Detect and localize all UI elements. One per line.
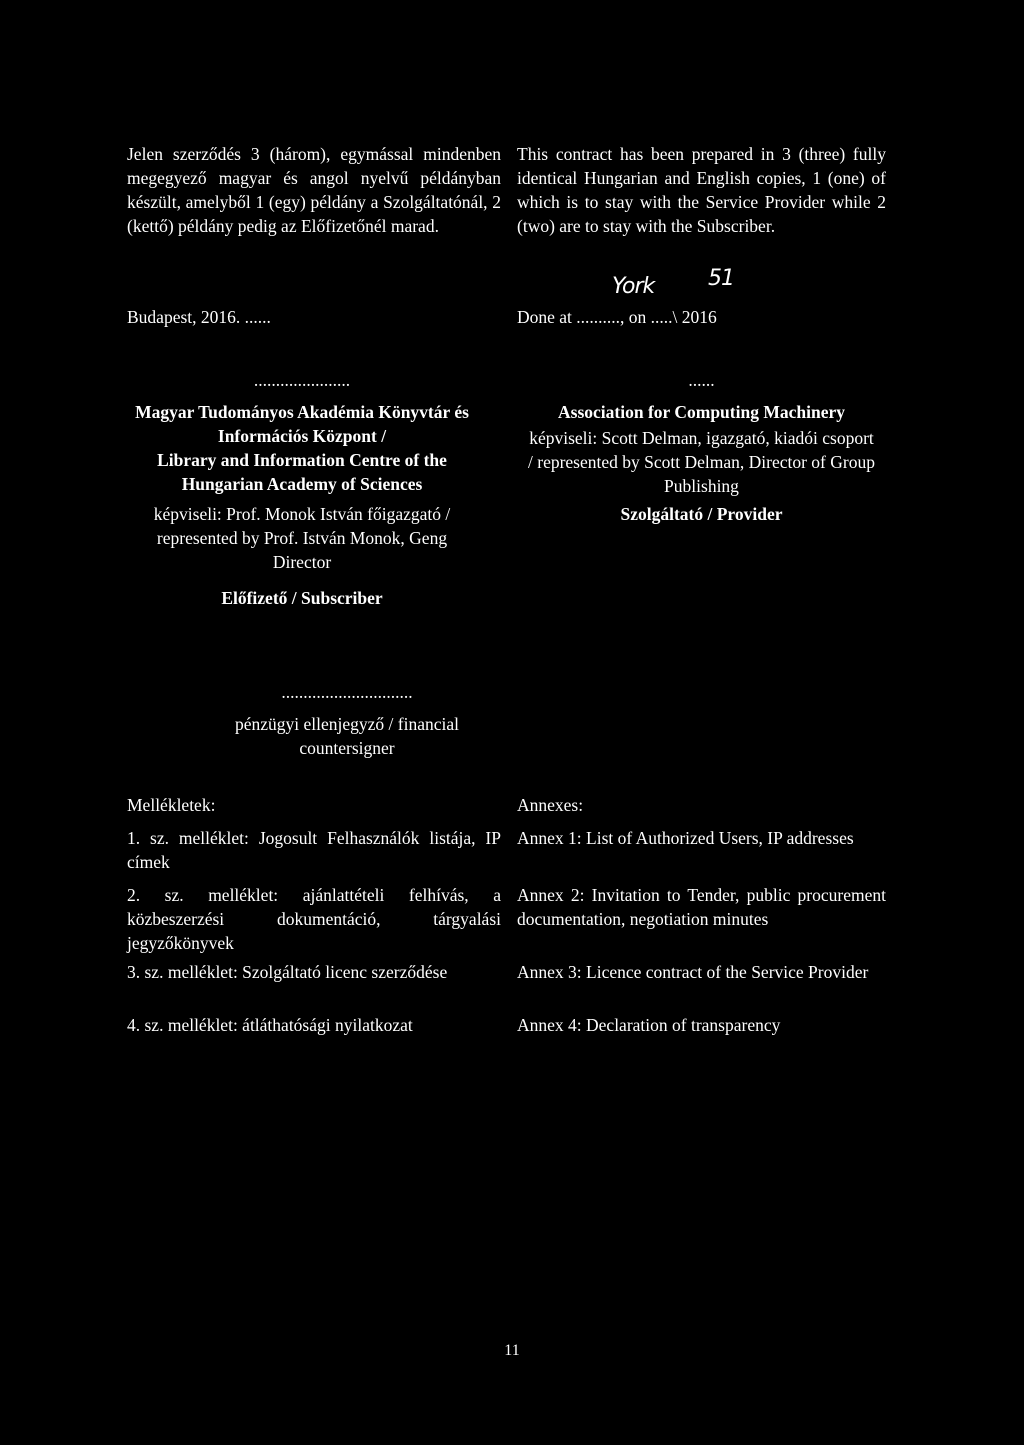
annex-1-english: Annex 1: List of Authorized Users, IP addresses: [517, 828, 854, 848]
provider-name: Association for Computing Machinery: [558, 402, 845, 422]
countersigner-signature-line: ..............................: [281, 682, 413, 702]
annex-1-hungarian: 1. sz. melléklet: Jogosult Felhasználók listája, IP címek: [127, 828, 501, 872]
annex-2-english: Annex 2: Invitation to Tender, public procurement documentation, negotiation minutes: [517, 885, 886, 929]
place-date-hungarian: Budapest, 2016. ......: [127, 307, 271, 327]
annex-3-english: Annex 3: Licence contract of the Service Provider: [517, 962, 869, 982]
intro-english: This contract has been prepared in 3 (three) fully identical Hungarian and English copies, 1 (one) of which is to stay with the Service Provider while 2 (two) are to stay with the Subscriber.: [517, 144, 886, 236]
annexes-title-hungarian: Mellékletek:: [127, 795, 216, 815]
annex-4-english: Annex 4: Declaration of transparency: [517, 1015, 781, 1035]
subscriber-signature-block: [127, 368, 477, 610]
annexes-title-english: Annexes:: [517, 795, 584, 815]
annex-2-hungarian: 2. sz. melléklet: ajánlattételi felhívás, a közbeszerzési dokumentáció, tárgyalási jegyzőkönyvek: [127, 885, 501, 953]
subscriber-role: Előfizető / Subscriber: [221, 588, 383, 608]
subscriber-name-hungarian: Magyar Tudományos Akadémia Könyvtár és Információs Központ /: [135, 402, 469, 446]
countersigner-block: [127, 680, 567, 760]
provider-representative: képviseli: Scott Delman, igazgató, kiadói csoport / represented by Scott Delman, Director of Group Publishing: [528, 428, 875, 496]
subscriber-name-english: Library and Information Centre of the Hungarian Academy of Sciences: [157, 450, 447, 494]
provider-signature-line: ......: [688, 370, 715, 390]
intro-hungarian: Jelen szerződés 3 (három), egymással mindenben megegyező magyar és angol nyelvű példányban készült, amelyből 1 (egy) példány a Szolgáltatónál, 2 (kettő) példány pedig az Előfizetőnél marad.: [127, 144, 501, 236]
handwritten-place: York: [612, 274, 655, 299]
annex-4-hungarian: 4. sz. melléklet: átláthatósági nyilatkozat: [127, 1015, 413, 1035]
subscriber-representative: képviseli: Prof. Monok István főigazgató / represented by Prof. István Monok, Geng Director: [153, 504, 451, 572]
provider-signature-block: [517, 368, 886, 526]
annex-3-hungarian: 3. sz. melléklet: Szolgáltató licenc szerződése: [127, 962, 448, 982]
handwritten-day: 51: [708, 266, 734, 291]
provider-role: Szolgáltató / Provider: [620, 504, 783, 524]
place-date-english: Done at .........., on .....\ 2016: [517, 307, 717, 327]
countersigner-label: pénzügyi ellenjegyző / financial countersigner: [234, 714, 459, 758]
subscriber-signature-line: ......................: [253, 370, 351, 390]
page-number: 11: [504, 1342, 520, 1359]
